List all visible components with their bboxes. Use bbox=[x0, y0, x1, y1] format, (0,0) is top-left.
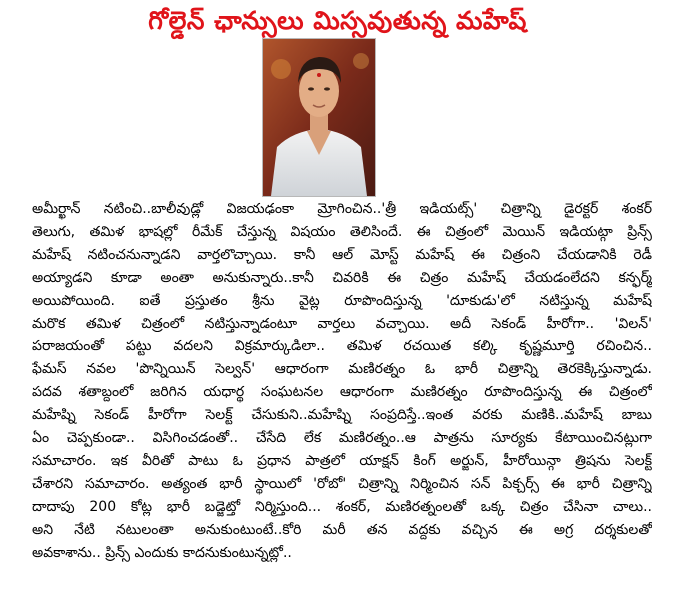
article-line: ఫేమస్ నవల 'పొన్నియిన్ సెల్వన్' ఆధారంగా మణిరత్నం ఓ భారీ చిత్రాన్ని తెరకెక్కిస్తున్నాడు. bbox=[32, 361, 652, 378]
article-line: మహేష్ని సెకండ్ హీరోగా సెలక్ట్ చేసుకుని..మహేష్ని సంప్రదిస్తే..ఇంత వరకు మణికి..మహేష్ బాబు bbox=[32, 407, 652, 424]
article-line: మహేష్ నటించనున్నాడని వార్తలొచ్చాయి. కానీ ఆల్ మోస్ట్ మహేష్ ఈ చిత్రంని చేయడానికి రెడీ bbox=[32, 246, 652, 263]
article-line: అయ్యాడని కూడా అంతా అనుకున్నారు..కానీ చివరికి ఈ చిత్రం మహేష్ చేయడంలేదని కన్ఫర్మ్ bbox=[32, 269, 652, 286]
article-line: చేశారని సమాచారం. అత్యంత భారీ స్థాయిలో 'రోబో' చిత్రాన్ని నిర్మించిన సన్ పిక్చర్స్ ఈ భారీ చిత్రాన్ని bbox=[32, 475, 652, 492]
article-line: పరాజయంతో పట్టు వదలని విక్రమార్కుడిలా.. తమిళ రచయిత కల్కి కృష్ణమూర్తి రచించిన.. bbox=[32, 338, 652, 355]
article-line: తెలుగు, తమిళ భాషల్లో రీమేక్ చేస్తున్న విషయం తెలిసిందే. ఈ చిత్రంలో మెయిన్ ఇడియట్గా ప్రిన్స్ bbox=[32, 223, 652, 240]
article-line: సమాచారం. ఇక వీరితో పాటు ఓ ప్రధాన పాత్రలో యాక్షన్ కింగ్ అర్జున్, హీరోయిన్గా త్రిషను సెలక్ట్ bbox=[32, 452, 652, 469]
article-line: అవకాశాను.. ప్రిన్స్ ఎందుకు కాదనుకుంటున్నట్లో.. bbox=[32, 544, 292, 561]
article-line: దాదాపు 200 కోట్ల భారీ బడ్జెట్తో నిర్మిస్తుంది... శంకర్, మణిరత్నంలతో ఒక్క చిత్రం చేసినా చాలు.. bbox=[32, 498, 652, 515]
article-line: పదవ శతాబ్దంలో జరిగిన యధార్థ సంఘటనల ఆధారంగా మణిరత్నం రూపొందిస్తున్న ఈ చిత్రంలో bbox=[32, 384, 652, 401]
article-headline: గోల్డెన్ ఛాన్సులు మిస్సవుతున్న మహేష్ bbox=[148, 6, 527, 35]
article-body bbox=[32, 198, 652, 565]
article-line: అయిపోయింది. ఐతే ప్రస్తుతం శ్రీను వైట్ల రూపొందిస్తున్న 'దూకుడు'లో నటిస్తున్న మహేష్ bbox=[32, 292, 652, 309]
article-line: ఏం చెప్పకుండా.. విసిగించడంతో.. చేసేది లేక మణిరత్నం..ఆ పాత్రను సూర్యకు కేటాయించినట్లుగా bbox=[32, 430, 652, 447]
article-line: అని నేటి నటులంతా అనుకుంటుంటే..కోరి మరీ తన వద్దకు వచ్చిన ఈ అగ్ర దర్శకులతో bbox=[32, 521, 652, 538]
article-photo bbox=[262, 38, 376, 197]
article-line: మరొక తమిళ చిత్రంలో నటిస్తున్నాడంటూ వార్తలు వచ్చాయి. అదీ సెకండ్ హీరోగా.. 'విలన్' bbox=[32, 315, 652, 332]
article-line: అమీర్ఖాన్ నటించి..బాలీవుడ్లో విజయఢంకా మ్రోగించిన..'త్రీ ఇడియట్స్' చిత్రాన్ని డైరక్టర్ శంకర్ bbox=[32, 201, 652, 217]
